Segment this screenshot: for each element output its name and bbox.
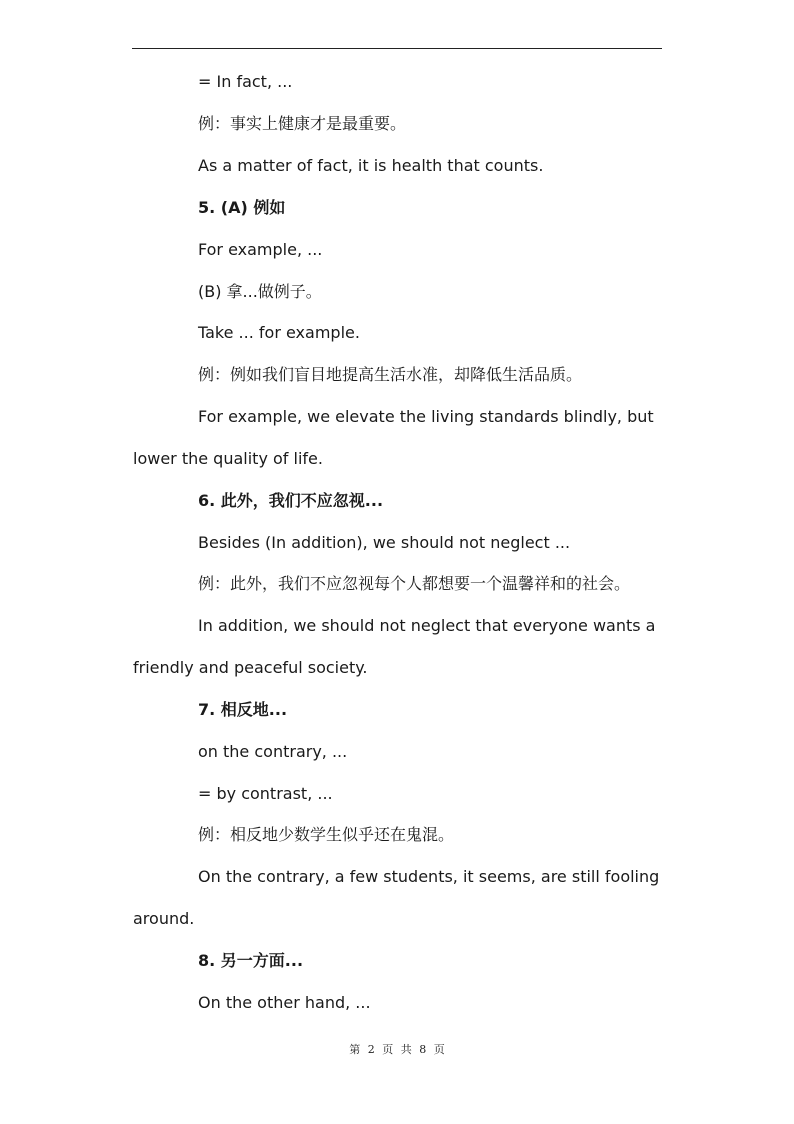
text-line: 例：此外，我们不应忽视每个人都想要一个温馨祥和的社会。: [198, 574, 631, 593]
text-line: On the contrary, a few students, it seems, are still fooling: [198, 867, 660, 886]
section-heading: 7. 相反地...: [198, 700, 288, 719]
header-rule: [132, 48, 662, 49]
text-line: For example, we elevate the living standards blindly, but: [198, 407, 654, 426]
text-line: As a matter of fact, it is health that counts.: [198, 156, 544, 175]
text-line: friendly and peaceful society.: [133, 658, 368, 677]
section-heading: 8. 另一方面...: [198, 951, 304, 970]
text-line: lower the quality of life.: [133, 449, 323, 468]
text-line: Take ... for example.: [198, 323, 360, 342]
page-footer: 第 2 页 共 8 页: [349, 1043, 445, 1056]
section-heading: 5. (A) 例如: [198, 198, 286, 217]
text-line: around.: [133, 909, 195, 928]
text-line: 例：例如我们盲目地提高生活水准，却降低生活品质。: [198, 365, 583, 384]
text-line: For example, ...: [198, 240, 323, 259]
text-line: = by contrast, ...: [198, 784, 333, 803]
text-line: = In fact, ...: [198, 72, 293, 91]
text-line: (B) 拿...做例子。: [198, 282, 322, 301]
text-line: On the other hand, ...: [198, 993, 371, 1012]
text-line: Besides (In addition), we should not neglect ...: [198, 533, 571, 552]
text-line: on the contrary, ...: [198, 742, 348, 761]
section-heading: 6. 此外，我们不应忽视...: [198, 491, 384, 510]
text-line: In addition, we should not neglect that everyone wants a: [198, 616, 656, 635]
text-line: 例：相反地少数学生似乎还在鬼混。: [198, 825, 455, 844]
text-line: 例：事实上健康才是最重要。: [198, 114, 407, 133]
